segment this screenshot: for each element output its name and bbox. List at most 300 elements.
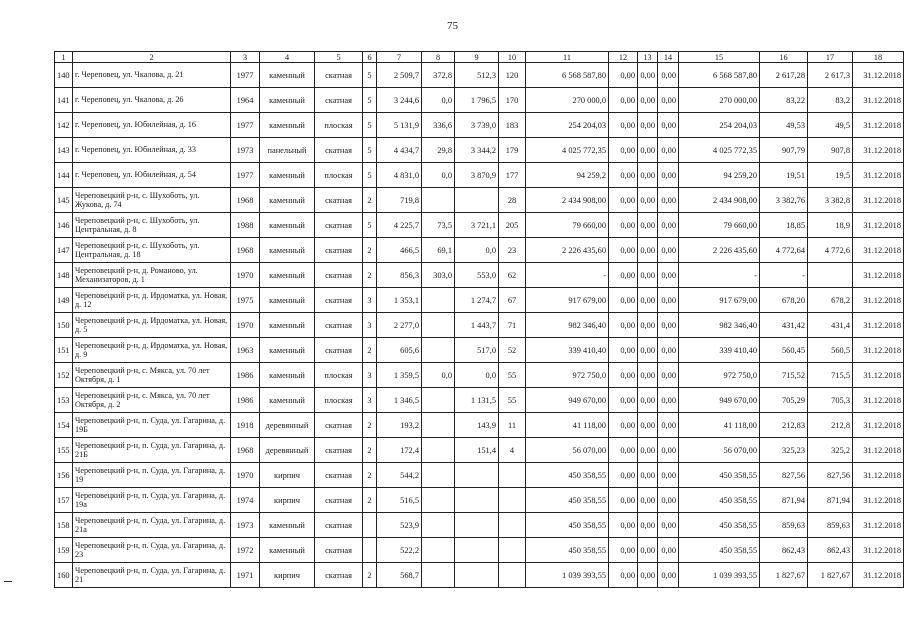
cost-col-14-cell: 0,00 xyxy=(658,563,679,588)
cost-per-sqm-cell: 715,52 xyxy=(760,363,808,388)
total-cost-cell: 2 226 435,60 xyxy=(526,238,609,263)
nonresidential-area-cell xyxy=(422,463,455,488)
cost-per-sqm-rounded-cell: 1 827,67 xyxy=(808,563,853,588)
completion-date-cell: 31.12.2018 xyxy=(853,388,904,413)
address-cell: Череповецкий р-н, п. Суда, ул. Гагарина, д. 23 xyxy=(73,538,231,563)
row-number-cell: 152 xyxy=(55,363,73,388)
table-row xyxy=(55,363,904,388)
column-number-cell: 2 xyxy=(73,52,231,63)
cost-col-12-cell: 0,00 xyxy=(609,163,638,188)
residential-area-cell: 3 739,0 xyxy=(455,113,499,138)
address-cell: Череповецкий р-н, п. Суда, ул. Гагарина, д. 21Б xyxy=(73,438,231,463)
residential-area-cell: 0,0 xyxy=(455,363,499,388)
cost-per-sqm-rounded-cell: 19,5 xyxy=(808,163,853,188)
cost-per-sqm-rounded-cell: 49,5 xyxy=(808,113,853,138)
address-cell: г. Череповец, ул. Юбилейная, д. 54 xyxy=(73,163,231,188)
residential-area-cell xyxy=(455,513,499,538)
wall-material-cell: каменный xyxy=(260,513,315,538)
column-number-cell: 16 xyxy=(760,52,808,63)
year-built-cell: 1977 xyxy=(231,113,260,138)
wall-material-cell: кирпич xyxy=(260,488,315,513)
nonresidential-area-cell xyxy=(422,438,455,463)
wall-material-cell: панельный xyxy=(260,138,315,163)
nonresidential-area-cell xyxy=(422,538,455,563)
total-cost-cell: 79 660,00 xyxy=(526,213,609,238)
cost-total-cell: 2 226 435,60 xyxy=(679,238,760,263)
residents-count-cell: 177 xyxy=(499,163,526,188)
year-built-cell: 1973 xyxy=(231,138,260,163)
residential-area-cell: 553,0 xyxy=(455,263,499,288)
row-number-cell: 146 xyxy=(55,213,73,238)
residents-count-cell: 28 xyxy=(499,188,526,213)
table-row xyxy=(55,163,904,188)
roof-type-cell: скатная xyxy=(315,563,363,588)
cost-total-cell: 56 070,00 xyxy=(679,438,760,463)
roof-type-cell: скатная xyxy=(315,288,363,313)
residents-count-cell: 55 xyxy=(499,363,526,388)
address-cell: г. Череповец, ул. Чкалова, д. 21 xyxy=(73,63,231,88)
cost-per-sqm-rounded-cell: 18,9 xyxy=(808,213,853,238)
residential-area-cell: 3 870,9 xyxy=(455,163,499,188)
cost-total-cell: 270 000,00 xyxy=(679,88,760,113)
nonresidential-area-cell xyxy=(422,188,455,213)
column-number-cell: 13 xyxy=(638,52,658,63)
cost-col-14-cell: 0,00 xyxy=(658,338,679,363)
column-number-cell: 12 xyxy=(609,52,638,63)
cost-col-13-cell: 0,00 xyxy=(638,338,658,363)
completion-date-cell: 31.12.2018 xyxy=(853,138,904,163)
nonresidential-area-cell xyxy=(422,563,455,588)
cost-per-sqm-rounded-cell: 827,56 xyxy=(808,463,853,488)
row-number-cell: 147 xyxy=(55,238,73,263)
address-cell: Череповецкий р-н, п. Суда, ул. Гагарина, д. 19 xyxy=(73,463,231,488)
total-cost-cell: 2 434 908,00 xyxy=(526,188,609,213)
roof-type-cell: скатная xyxy=(315,63,363,88)
completion-date-cell: 31.12.2018 xyxy=(853,263,904,288)
total-area-cell: 4 434,7 xyxy=(377,138,422,163)
cost-per-sqm-rounded-cell: 871,94 xyxy=(808,488,853,513)
total-area-cell: 1 353,1 xyxy=(377,288,422,313)
roof-type-cell: плоская xyxy=(315,163,363,188)
cost-col-14-cell: 0,00 xyxy=(658,463,679,488)
roof-type-cell: скатная xyxy=(315,238,363,263)
year-built-cell: 1970 xyxy=(231,463,260,488)
residential-area-cell xyxy=(455,488,499,513)
wall-material-cell: каменный xyxy=(260,213,315,238)
residents-count-cell: 4 xyxy=(499,438,526,463)
table-row xyxy=(55,538,904,563)
table-row xyxy=(55,88,904,113)
nonresidential-area-cell: 0,0 xyxy=(422,88,455,113)
total-cost-cell: 6 568 587,80 xyxy=(526,63,609,88)
total-area-cell: 2 277,0 xyxy=(377,313,422,338)
column-number-cell: 4 xyxy=(260,52,315,63)
year-built-cell: 1986 xyxy=(231,388,260,413)
table-row xyxy=(55,113,904,138)
address-cell: Череповецкий р-н, п. Суда, ул. Гагарина, д. 21 xyxy=(73,563,231,588)
floors-cell: 3 xyxy=(363,388,377,413)
residents-count-cell: 120 xyxy=(499,63,526,88)
address-cell: Череповецкий р-н, д. Ирдоматка, ул. Новая, д. 12 xyxy=(73,288,231,313)
total-area-cell: 5 131,9 xyxy=(377,113,422,138)
residential-area-cell: 1 796,5 xyxy=(455,88,499,113)
floors-cell: 5 xyxy=(363,63,377,88)
total-cost-cell: 949 670,00 xyxy=(526,388,609,413)
total-area-cell: 719,8 xyxy=(377,188,422,213)
total-area-cell: 1 346,5 xyxy=(377,388,422,413)
cost-col-12-cell: 0,00 xyxy=(609,213,638,238)
floors-cell: 2 xyxy=(363,488,377,513)
cost-col-14-cell: 0,00 xyxy=(658,513,679,538)
residential-area-cell: 151,4 xyxy=(455,438,499,463)
cost-col-14-cell: 0,00 xyxy=(658,213,679,238)
cost-total-cell: 254 204,03 xyxy=(679,113,760,138)
cost-per-sqm-rounded-cell: 4 772,6 xyxy=(808,238,853,263)
address-cell: Череповецкий р-н, п. Суда, ул. Гагарина, д. 21а xyxy=(73,513,231,538)
cost-per-sqm-rounded-cell: 83,2 xyxy=(808,88,853,113)
cost-per-sqm-cell: 827,56 xyxy=(760,463,808,488)
roof-type-cell: скатная xyxy=(315,263,363,288)
cost-col-14-cell: 0,00 xyxy=(658,313,679,338)
total-area-cell: 172,4 xyxy=(377,438,422,463)
wall-material-cell: каменный xyxy=(260,188,315,213)
residents-count-cell xyxy=(499,463,526,488)
total-cost-cell: 4 025 772,35 xyxy=(526,138,609,163)
cost-per-sqm-cell: 560,45 xyxy=(760,338,808,363)
year-built-cell: 1986 xyxy=(231,363,260,388)
column-number-cell: 6 xyxy=(363,52,377,63)
cost-col-13-cell: 0,00 xyxy=(638,188,658,213)
cost-col-13-cell: 0,00 xyxy=(638,88,658,113)
cost-total-cell: 41 118,00 xyxy=(679,413,760,438)
cost-col-13-cell: 0,00 xyxy=(638,363,658,388)
column-number-cell: 3 xyxy=(231,52,260,63)
completion-date-cell: 31.12.2018 xyxy=(853,338,904,363)
completion-date-cell: 31.12.2018 xyxy=(853,463,904,488)
cost-col-12-cell: 0,00 xyxy=(609,513,638,538)
floors-cell: 5 xyxy=(363,213,377,238)
cost-total-cell: 972 750,0 xyxy=(679,363,760,388)
total-cost-cell: 94 259,2 xyxy=(526,163,609,188)
address-cell: Череповецкий р-н, п. Суда, ул. Гагарина, д. 19а xyxy=(73,488,231,513)
nonresidential-area-cell: 73,5 xyxy=(422,213,455,238)
wall-material-cell: каменный xyxy=(260,388,315,413)
floors-cell: 2 xyxy=(363,338,377,363)
column-number-cell: 9 xyxy=(455,52,499,63)
cost-col-13-cell: 0,00 xyxy=(638,513,658,538)
floors-cell: 3 xyxy=(363,363,377,388)
cost-col-13-cell: 0,00 xyxy=(638,113,658,138)
roof-type-cell: плоская xyxy=(315,363,363,388)
cost-col-12-cell: 0,00 xyxy=(609,538,638,563)
total-area-cell: 856,3 xyxy=(377,263,422,288)
residents-count-cell: 62 xyxy=(499,263,526,288)
roof-type-cell: скатная xyxy=(315,538,363,563)
floors-cell: 5 xyxy=(363,163,377,188)
completion-date-cell: 31.12.2018 xyxy=(853,63,904,88)
floors-cell: 2 xyxy=(363,238,377,263)
total-area-cell: 544,2 xyxy=(377,463,422,488)
cost-col-13-cell: 0,00 xyxy=(638,388,658,413)
total-cost-cell: 254 204,03 xyxy=(526,113,609,138)
completion-date-cell: 31.12.2018 xyxy=(853,113,904,138)
floors-cell: 2 xyxy=(363,438,377,463)
wall-material-cell: каменный xyxy=(260,63,315,88)
residents-count-cell: 55 xyxy=(499,388,526,413)
cost-col-12-cell: 0,00 xyxy=(609,438,638,463)
cost-col-12-cell: 0,00 xyxy=(609,88,638,113)
table-row xyxy=(55,463,904,488)
residents-count-cell: 205 xyxy=(499,213,526,238)
wall-material-cell: кирпич xyxy=(260,563,315,588)
total-area-cell: 466,5 xyxy=(377,238,422,263)
total-cost-cell: 917 679,00 xyxy=(526,288,609,313)
cost-total-cell: 450 358,55 xyxy=(679,513,760,538)
cost-col-12-cell: 0,00 xyxy=(609,188,638,213)
nonresidential-area-cell xyxy=(422,488,455,513)
row-number-cell: 143 xyxy=(55,138,73,163)
completion-date-cell: 31.12.2018 xyxy=(853,513,904,538)
completion-date-cell: 31.12.2018 xyxy=(853,313,904,338)
cost-per-sqm-cell: 678,20 xyxy=(760,288,808,313)
address-cell: Череповецкий р-н, с. Шухоботь, ул. Центральная, д. 8 xyxy=(73,213,231,238)
total-cost-cell: 270 000,0 xyxy=(526,88,609,113)
year-built-cell: 1968 xyxy=(231,238,260,263)
residents-count-cell xyxy=(499,513,526,538)
floors-cell: 2 xyxy=(363,413,377,438)
cost-col-13-cell: 0,00 xyxy=(638,563,658,588)
cost-per-sqm-rounded-cell: 859,63 xyxy=(808,513,853,538)
cost-per-sqm-rounded-cell xyxy=(808,263,853,288)
total-cost-cell: 41 118,00 xyxy=(526,413,609,438)
cost-per-sqm-rounded-cell: 212,8 xyxy=(808,413,853,438)
cost-col-13-cell: 0,00 xyxy=(638,213,658,238)
residential-area-cell: 1 274,7 xyxy=(455,288,499,313)
cost-per-sqm-cell: 212,83 xyxy=(760,413,808,438)
nonresidential-area-cell xyxy=(422,388,455,413)
cost-col-13-cell: 0,00 xyxy=(638,488,658,513)
residential-area-cell: 517,0 xyxy=(455,338,499,363)
residents-count-cell: 170 xyxy=(499,88,526,113)
nonresidential-area-cell: 303,0 xyxy=(422,263,455,288)
floors-cell: 5 xyxy=(363,138,377,163)
row-number-cell: 151 xyxy=(55,338,73,363)
cost-col-14-cell: 0,00 xyxy=(658,488,679,513)
wall-material-cell: каменный xyxy=(260,313,315,338)
roof-type-cell: скатная xyxy=(315,313,363,338)
row-number-cell: 141 xyxy=(55,88,73,113)
address-cell: г. Череповец, ул. Юбилейная, д. 16 xyxy=(73,113,231,138)
residential-area-cell xyxy=(455,463,499,488)
table-row xyxy=(55,63,904,88)
address-cell: Череповецкий р-н, с. Шухоботь, ул. Центральная, д. 18 xyxy=(73,238,231,263)
wall-material-cell: деревянный xyxy=(260,413,315,438)
cost-total-cell: 4 025 772,35 xyxy=(679,138,760,163)
floors-cell: 2 xyxy=(363,563,377,588)
cost-col-12-cell: 0,00 xyxy=(609,463,638,488)
roof-type-cell: скатная xyxy=(315,138,363,163)
cost-col-12-cell: 0,00 xyxy=(609,238,638,263)
wall-material-cell: каменный xyxy=(260,288,315,313)
completion-date-cell: 31.12.2018 xyxy=(853,163,904,188)
residential-area-cell: 0,0 xyxy=(455,238,499,263)
total-cost-cell: 972 750,0 xyxy=(526,363,609,388)
page-number: 75 xyxy=(447,20,458,32)
cost-per-sqm-rounded-cell: 2 617,3 xyxy=(808,63,853,88)
cost-per-sqm-cell: 859,63 xyxy=(760,513,808,538)
nonresidential-area-cell: 0,0 xyxy=(422,163,455,188)
cost-col-13-cell: 0,00 xyxy=(638,463,658,488)
row-number-cell: 148 xyxy=(55,263,73,288)
wall-material-cell: каменный xyxy=(260,263,315,288)
cost-col-12-cell: 0,00 xyxy=(609,563,638,588)
total-area-cell: 522,2 xyxy=(377,538,422,563)
cost-total-cell: 339 410,40 xyxy=(679,338,760,363)
cost-per-sqm-rounded-cell: 705,3 xyxy=(808,388,853,413)
total-cost-cell: 339 410,40 xyxy=(526,338,609,363)
residential-area-cell xyxy=(455,188,499,213)
cost-col-14-cell: 0,00 xyxy=(658,238,679,263)
year-built-cell: 1963 xyxy=(231,338,260,363)
floors-cell: 5 xyxy=(363,88,377,113)
cost-per-sqm-cell: 19,51 xyxy=(760,163,808,188)
nonresidential-area-cell xyxy=(422,288,455,313)
nonresidential-area-cell xyxy=(422,338,455,363)
cost-per-sqm-cell: 325,23 xyxy=(760,438,808,463)
wall-material-cell: деревянный xyxy=(260,438,315,463)
table-row xyxy=(55,213,904,238)
year-built-cell: 1973 xyxy=(231,513,260,538)
cost-per-sqm-rounded-cell: 678,2 xyxy=(808,288,853,313)
address-cell: г. Череповец, ул. Юбилейная, д. 33 xyxy=(73,138,231,163)
floors-cell xyxy=(363,513,377,538)
column-number-cell: 14 xyxy=(658,52,679,63)
column-number-cell: 15 xyxy=(679,52,760,63)
cost-per-sqm-cell: 83,22 xyxy=(760,88,808,113)
row-number-cell: 144 xyxy=(55,163,73,188)
nonresidential-area-cell: 336,6 xyxy=(422,113,455,138)
residents-count-cell: 179 xyxy=(499,138,526,163)
total-area-cell: 605,6 xyxy=(377,338,422,363)
cost-per-sqm-cell: 1 827,67 xyxy=(760,563,808,588)
cost-col-12-cell: 0,00 xyxy=(609,138,638,163)
cost-per-sqm-rounded-cell: 862,43 xyxy=(808,538,853,563)
cost-col-12-cell: 0,00 xyxy=(609,113,638,138)
completion-date-cell: 31.12.2018 xyxy=(853,288,904,313)
address-cell: Череповецкий р-н, д. Ирдоматка, ул. Новая, д. 5 xyxy=(73,313,231,338)
address-cell: г. Череповец, ул. Чкалова, д. 26 xyxy=(73,88,231,113)
row-number-cell: 149 xyxy=(55,288,73,313)
total-area-cell: 4 831,0 xyxy=(377,163,422,188)
wall-material-cell: каменный xyxy=(260,113,315,138)
nonresidential-area-cell: 69,1 xyxy=(422,238,455,263)
roof-type-cell: скатная xyxy=(315,188,363,213)
wall-material-cell: каменный xyxy=(260,363,315,388)
table-row xyxy=(55,138,904,163)
nonresidential-area-cell xyxy=(422,413,455,438)
column-number-cell: 8 xyxy=(422,52,455,63)
year-built-cell: 1918 xyxy=(231,413,260,438)
wall-material-cell: каменный xyxy=(260,538,315,563)
nonresidential-area-cell: 372,8 xyxy=(422,63,455,88)
table-row xyxy=(55,413,904,438)
row-number-cell: 154 xyxy=(55,413,73,438)
table-row xyxy=(55,513,904,538)
address-cell: Череповецкий р-н, с. Шухоботь, ул. Жукова, д. 74 xyxy=(73,188,231,213)
floors-cell: 3 xyxy=(363,313,377,338)
column-number-cell: 18 xyxy=(853,52,904,63)
total-area-cell: 4 225,7 xyxy=(377,213,422,238)
cost-total-cell: 79 660,00 xyxy=(679,213,760,238)
cost-total-cell: 2 434 908,00 xyxy=(679,188,760,213)
floors-cell: 3 xyxy=(363,288,377,313)
year-built-cell: 1974 xyxy=(231,488,260,513)
completion-date-cell: 31.12.2018 xyxy=(853,538,904,563)
row-number-cell: 157 xyxy=(55,488,73,513)
table-row xyxy=(55,263,904,288)
row-number-cell: 155 xyxy=(55,438,73,463)
residents-count-cell xyxy=(499,563,526,588)
row-number-cell: 140 xyxy=(55,63,73,88)
cost-total-cell: 450 358,55 xyxy=(679,488,760,513)
column-number-cell: 11 xyxy=(526,52,609,63)
table-row xyxy=(55,438,904,463)
year-built-cell: 1968 xyxy=(231,188,260,213)
total-area-cell: 2 509,7 xyxy=(377,63,422,88)
cost-col-14-cell: 0,00 xyxy=(658,113,679,138)
total-area-cell: 193,2 xyxy=(377,413,422,438)
year-built-cell: 1972 xyxy=(231,538,260,563)
cost-col-13-cell: 0,00 xyxy=(638,438,658,463)
cost-col-14-cell: 0,00 xyxy=(658,138,679,163)
total-cost-cell: 1 039 393,55 xyxy=(526,563,609,588)
total-area-cell: 516,5 xyxy=(377,488,422,513)
floors-cell: 2 xyxy=(363,463,377,488)
cost-per-sqm-rounded-cell: 560,5 xyxy=(808,338,853,363)
total-area-cell: 3 244,6 xyxy=(377,88,422,113)
residential-area-cell: 1 443,7 xyxy=(455,313,499,338)
residential-area-cell xyxy=(455,563,499,588)
table-row xyxy=(55,488,904,513)
cost-total-cell: 982 346,40 xyxy=(679,313,760,338)
roof-type-cell: скатная xyxy=(315,338,363,363)
residents-count-cell: 71 xyxy=(499,313,526,338)
row-number-cell: 150 xyxy=(55,313,73,338)
column-number-cell: 10 xyxy=(499,52,526,63)
completion-date-cell: 31.12.2018 xyxy=(853,213,904,238)
completion-date-cell: 31.12.2018 xyxy=(853,563,904,588)
floors-cell xyxy=(363,538,377,563)
cost-col-14-cell: 0,00 xyxy=(658,263,679,288)
floors-cell: 2 xyxy=(363,188,377,213)
total-cost-cell: 450 358,55 xyxy=(526,513,609,538)
year-built-cell: 1977 xyxy=(231,163,260,188)
residents-count-cell: 183 xyxy=(499,113,526,138)
cost-per-sqm-cell: 4 772,64 xyxy=(760,238,808,263)
cost-col-12-cell: 0,00 xyxy=(609,338,638,363)
cost-col-12-cell: 0,00 xyxy=(609,63,638,88)
total-area-cell: 523,9 xyxy=(377,513,422,538)
cost-col-12-cell: 0,00 xyxy=(609,313,638,338)
total-cost-cell: 56 070,00 xyxy=(526,438,609,463)
total-cost-cell: 450 358,55 xyxy=(526,463,609,488)
cost-total-cell: - xyxy=(679,263,760,288)
cost-col-14-cell: 0,00 xyxy=(658,363,679,388)
cost-per-sqm-rounded-cell: 325,2 xyxy=(808,438,853,463)
table-row xyxy=(55,338,904,363)
row-number-cell: 142 xyxy=(55,113,73,138)
table-row xyxy=(55,188,904,213)
